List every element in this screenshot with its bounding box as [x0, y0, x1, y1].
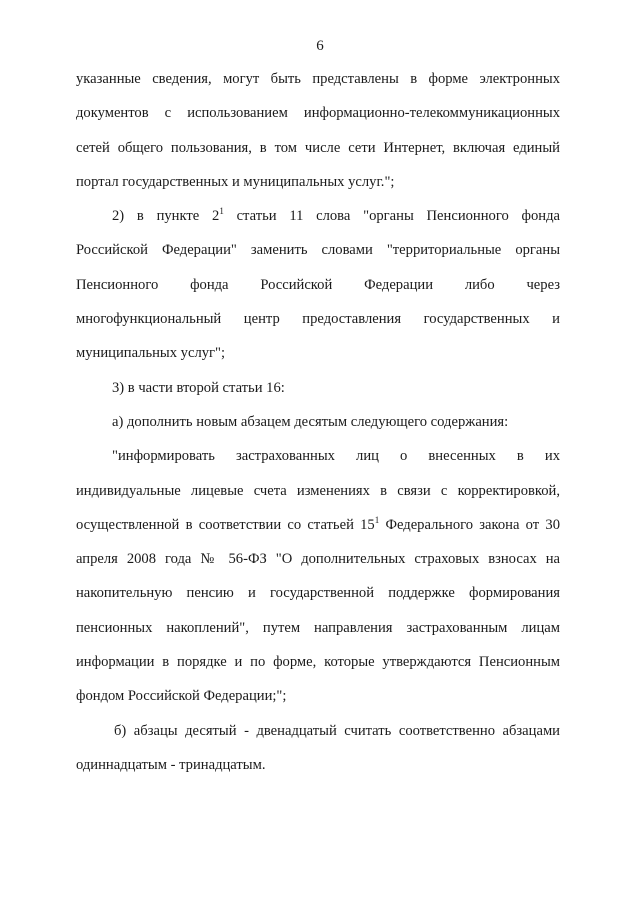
text-line: [76, 199, 560, 233]
text-fragment: Федерального закона от 30: [379, 516, 560, 533]
text-line: пенсионных накоплений", путем направления застрахованным лицам: [76, 619, 560, 636]
text-line: Российской Федерации" заменить словами "территориальные органы: [76, 242, 560, 259]
text-line: [76, 508, 560, 542]
text-line: а) дополнить новым абзацем десятым следующего содержания:: [112, 413, 509, 430]
text-fragment: осуществленной в соответствии со статьей 15: [76, 516, 375, 533]
text-line: накопительную пенсию и государственной поддержке формирования: [76, 585, 560, 602]
text-line: б) абзацы десятый - двенадцатый считать соответственно абзацами: [114, 722, 560, 739]
text-line: документов с использованием информационно-телекоммуникационных: [76, 105, 560, 122]
superscript: 1: [219, 206, 224, 217]
text-fragment: 2) в пункте 2: [112, 208, 220, 225]
text-line: фондом Российской Федерации;";: [76, 688, 287, 705]
text-line: сетей общего пользования, в том числе сети Интернет, включая единый: [76, 139, 560, 156]
text-fragment: статьи 11 слова "органы Пенсионного фонда: [223, 208, 560, 225]
text-line: Пенсионного фонда Российской Федерации либо через: [76, 276, 560, 293]
superscript: 1: [374, 514, 380, 525]
text-line: указанные сведения, могут быть представлены в форме электронных: [76, 71, 560, 87]
page-number: 6: [316, 38, 324, 54]
text-line: муниципальных услуг";: [76, 345, 226, 362]
text-line: информации в порядке и по форме, которые утверждаются Пенсионным: [76, 654, 560, 671]
document-body: [76, 62, 560, 782]
text-line: многофункциональный центр предоставления государственных и: [76, 311, 560, 328]
text-line: 3) в части второй статьи 16:: [112, 379, 285, 396]
text-line: апреля 2008 года № 56-ФЗ "О дополнительных страховых взносах на: [76, 551, 560, 568]
text-line: "информировать застрахованных лиц о внесенных в их: [112, 448, 560, 465]
text-line: одиннадцатым - тринадцатым.: [76, 756, 266, 773]
text-line: портал государственных и муниципальных услуг.";: [76, 173, 395, 190]
text-line: индивидуальные лицевые счета изменениях в связи с корректировкой,: [76, 482, 560, 499]
